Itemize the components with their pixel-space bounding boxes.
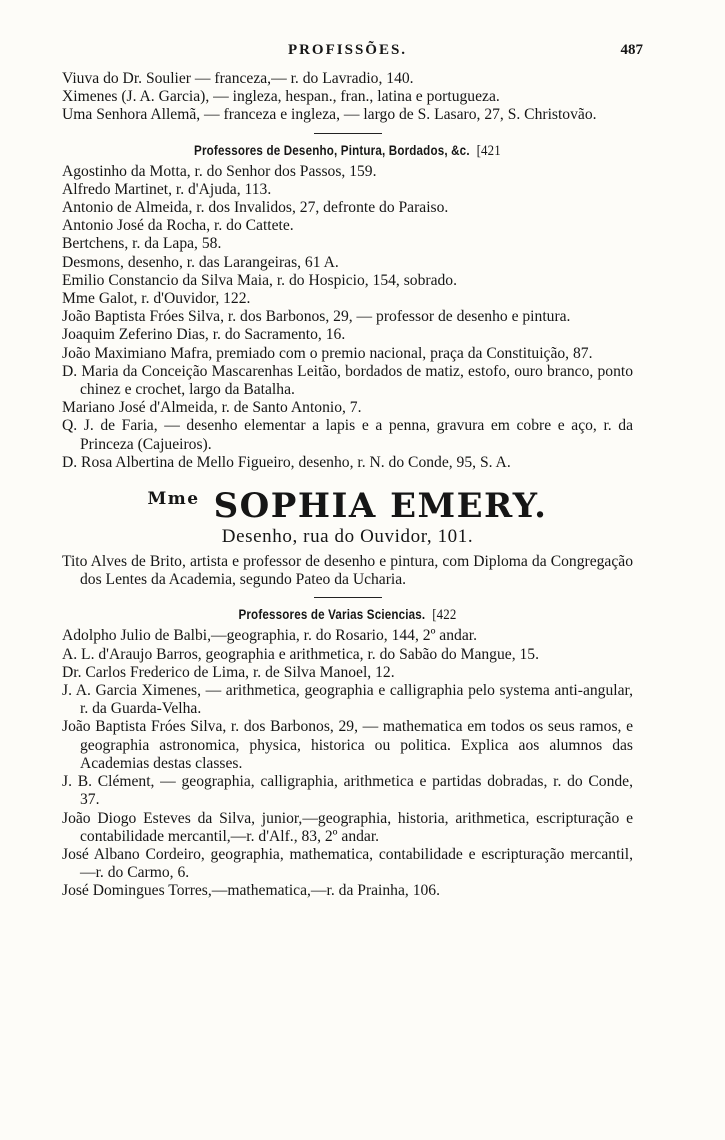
list-item: João Baptista Fróes Silva, r. dos Barbonos, 29, — professor de desenho e pintura. [62,308,571,326]
list-item: João Diogo Esteves da Silva, junior,—geographia, historia, arithmetica, escripturação e contabilidade mercantil,—r. d'Alf., 83, 2º andar. [62,809,633,845]
list-item: Uma Senhora Allemã, — franceza e ingleza, — largo de S. Lasaro, 27, S. Christovão. [62,106,597,124]
list-item: José Albano Cordeiro, geographia, mathematica, contabilidade e escripturação mercantil,—r. do Carmo, 6. [62,845,633,882]
entries-top [62,70,633,125]
list-item: Dr. Carlos Frederico de Lima, r. de Silva Manoel, 12. [62,663,395,681]
list-item: D. Rosa Albertina de Mello Figueiro, desenho, r. N. do Conde, 95, S. A. [62,453,511,471]
page-number: 487 [620,42,643,58]
list-item: D. Maria da Conceição Mascarenhas Leitão, bordados de matiz, estofo, ouro branco, ponto chinez e crochet, largo da Batalha. [62,362,633,399]
list-item: Viuva do Dr. Soulier — franceza,— r. do Lavradio, 140. [62,70,414,87]
list-item: João Maximiano Mafra, premiado com o premio nacional, praça da Constituição, 87. [62,344,593,362]
section-code: [422 [432,607,457,624]
list-item: Mme Galot, r. d'Ouvidor, 122. [62,290,251,308]
list-item: Ximenes (J. A. Garcia), — ingleza, hespan., fran., latina e portugueza. [62,88,500,106]
science-teachers-list [62,627,633,900]
advert-prefix: Mme [147,489,200,510]
list-item: Tito Alves de Brito, artista e professor de desenho e pintura, com Diploma da Congregação dos Lentes da Academia, segundo Pateo da Ucharia. [62,553,633,589]
advertisement [62,480,633,549]
list-item: Bertchens, r. da Lapa, 58. [62,235,222,253]
list-item: A. L. d'Araujo Barros, geographia e arithmetica, r. do Sabão do Mangue, 15. [62,645,539,663]
list-item: Antonio de Almeida, r. dos Invalidos, 27, defronte do Paraiso. [62,199,449,217]
section-title: Professores de Desenho, Pintura, Bordados, &c. [194,142,470,158]
list-item: J. A. Garcia Ximenes, — arithmetica, geographia e calligraphia pelo systema anti-angular, r. da Guarda-Velha. [62,682,633,718]
section-divider [314,597,382,598]
list-item: Joaquim Zeferino Dias, r. do Sacramento, 16. [62,326,346,344]
list-item: Mariano José d'Almeida, r. de Santo Antonio, 7. [62,399,362,417]
running-title: PROFISSÕES. [287,42,408,58]
advert-title [62,480,633,525]
list-item: Agostinho da Motta, r. do Senhor dos Passos, 159. [62,162,377,180]
section-heading-sciences [102,607,593,624]
list-item: Desmons, desenho, r. das Larangeiras, 61 A. [62,253,339,271]
section-code: [421 [476,142,501,159]
section-heading-drawing [102,143,593,160]
advert-name: SOPHIA EMERY. [213,486,548,527]
drawing-teachers-list-continued [62,553,633,589]
list-item: Alfredo Martinet, r. d'Ajuda, 113. [62,180,272,198]
list-item: José Domingues Torres,—mathematica,—r. da Prainha, 106. [62,882,440,900]
list-item: Emilio Constancio da Silva Maia, r. do Hospicio, 154, sobrado. [62,271,457,289]
list-item: Adolpho Julio de Balbi,—geographia, r. do Rosario, 144, 2º andar. [62,627,477,645]
page-header [62,42,643,70]
list-item: Q. J. de Faria, — desenho elementar a lapis e a penna, gravura em cobre e aço, r. da Princeza (Cajueiros). [62,417,633,453]
drawing-teachers-list [62,163,633,472]
list-item: Antonio José da Rocha, r. do Cattete. [62,217,294,235]
list-item: J. B. Clément, — geographia, calligraphia, arithmetica e partidas dobradas, r. do Conde, 37. [62,773,633,809]
section-divider [314,133,382,134]
advert-subtitle: Desenho, rua do Ouvidor, 101. [221,526,474,548]
section-title: Professores de Varias Sciencias. [238,607,426,623]
list-item: João Baptista Fróes Silva, r. dos Barbonos, 29, — mathematica em todos os seus ramos, e geographia astronomica, physica, historica ou politica. Explica aos alumnos das Academias destas classes. [62,718,633,772]
